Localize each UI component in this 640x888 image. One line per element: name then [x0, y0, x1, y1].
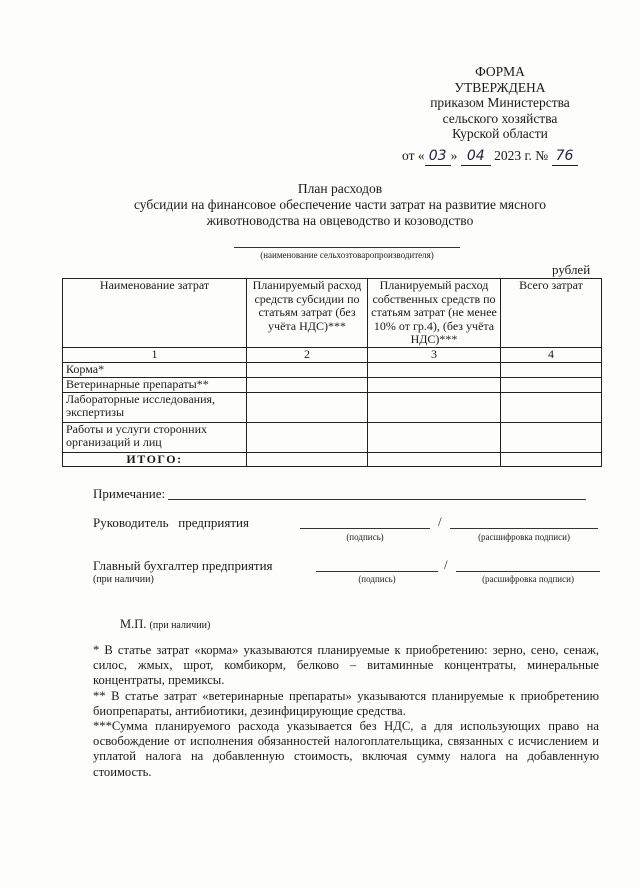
approved-label: УТВЕРЖДЕНА [454, 79, 546, 95]
approval-line-3: Курской области [452, 126, 548, 141]
accountant-if-any: (при наличии) [93, 574, 154, 585]
total-label: ИТОГО: [63, 452, 247, 467]
seal-place [120, 617, 210, 632]
head-decoding-caption: (расшифровка подписи) [478, 532, 570, 542]
producer-name-line [234, 247, 460, 248]
form-label: ФОРМА [475, 64, 525, 79]
approval-line-2: сельского хозяйства [442, 110, 558, 126]
total-row [63, 452, 602, 467]
document-title [90, 181, 590, 229]
row-cell[interactable] [247, 422, 368, 452]
date-year: 2023 г. № [494, 148, 549, 163]
header-cell: Наименование затрат [63, 279, 247, 348]
currency-label: рублей [552, 262, 591, 277]
column-number: 3 [368, 348, 501, 363]
column-number: 1 [63, 348, 247, 363]
accountant-signature-caption: (подпись) [358, 574, 396, 584]
row-cell[interactable] [501, 377, 602, 392]
head-signature-caption: (подпись) [346, 532, 384, 542]
slash: / [444, 557, 448, 572]
table-row [63, 377, 602, 392]
title-line-3: животноводства на овцеводство и козоводство [206, 213, 474, 228]
date-mid: » [450, 148, 458, 163]
date-day: 03 [425, 149, 451, 166]
row-cell[interactable] [368, 392, 501, 422]
column-number: 4 [501, 348, 602, 363]
row-cell[interactable] [247, 377, 368, 392]
approval-date [402, 148, 622, 166]
accountant-label: Главный бухгалтер предприятия [93, 558, 273, 573]
row-cell[interactable] [247, 452, 368, 467]
row-cell[interactable] [501, 392, 602, 422]
accountant-decoding-line[interactable] [456, 571, 600, 572]
producer-caption: (наименование сельхозтоваропроизводителя) [260, 250, 434, 260]
table-row [63, 392, 602, 422]
mp-if-any: (при наличии) [149, 620, 211, 631]
row-cell[interactable] [368, 422, 501, 452]
row-label: Корма* [63, 362, 247, 377]
date-month: 04 [461, 149, 491, 166]
row-cell[interactable] [368, 362, 501, 377]
row-cell[interactable] [368, 377, 501, 392]
title-line-2: субсидии на финансовое обеспечение части затрат на развитие мясного [133, 197, 547, 212]
row-label: Лабораторные исследования, экспертизы [63, 392, 247, 422]
footnote-1: * В статье затрат «корма» указываются планируемые к приобретению: зерно, сено, сенаж, силос, жмых, шрот, комбикорм, белково – витаминные концентраты, минеральные концентраты, премиксы. [93, 643, 599, 688]
head-signature-line[interactable] [300, 528, 430, 529]
header-cell: Планируемый расход собственных средств по статьям затрат (не менее 10% от гр.4), (без учёта НДС)*** [368, 279, 501, 348]
row-cell[interactable] [501, 422, 602, 452]
footnotes [93, 643, 599, 780]
row-label: Работы и услуги сторонних организаций и лиц [63, 422, 247, 452]
column-number: 2 [247, 348, 368, 363]
row-label: Ветеринарные препараты** [63, 377, 247, 392]
table-row [63, 422, 602, 452]
title-line-1: План расходов [297, 181, 383, 196]
table-header-row [63, 279, 602, 348]
head-label: Руководитель предприятия [93, 515, 249, 530]
header-cell: Планируемый расход средств субсидии по статьям затрат (без учёта НДС)*** [247, 279, 368, 348]
note-label: Примечание: [93, 486, 166, 501]
row-cell[interactable] [368, 452, 501, 467]
head-decoding-line[interactable] [450, 528, 598, 529]
row-cell[interactable] [501, 362, 602, 377]
expense-table [62, 278, 602, 467]
approval-block [410, 64, 590, 142]
column-number-row [63, 348, 602, 363]
footnote-3: ***Сумма планируемого расхода указывается без НДС, а для использующих право на освобождение от исполнения обязанностей налогоплательщика, связанных с исчислением и уплатой налога на добавленную стоимость, включая сумму налога на добавленную стоимость. [93, 719, 599, 779]
table-row [63, 362, 602, 377]
mp-label: М.П. [120, 617, 147, 631]
footnote-2: ** В статье затрат «ветеринарные препараты» указываются планируемые к приобретению биопрепараты, антибиотики, дезинфицирующие средства. [93, 688, 599, 718]
order-number: 76 [552, 149, 578, 166]
accountant-signature-line[interactable] [316, 571, 438, 572]
accountant-decoding-caption: (расшифровка подписи) [482, 574, 574, 584]
date-prefix: от « [402, 148, 425, 163]
slash: / [438, 514, 442, 529]
header-cell: Всего затрат [501, 279, 602, 348]
row-cell[interactable] [501, 452, 602, 467]
approval-line-1: приказом Министерства [430, 95, 570, 110]
note-line[interactable] [168, 499, 586, 500]
row-cell[interactable] [247, 392, 368, 422]
row-cell[interactable] [247, 362, 368, 377]
